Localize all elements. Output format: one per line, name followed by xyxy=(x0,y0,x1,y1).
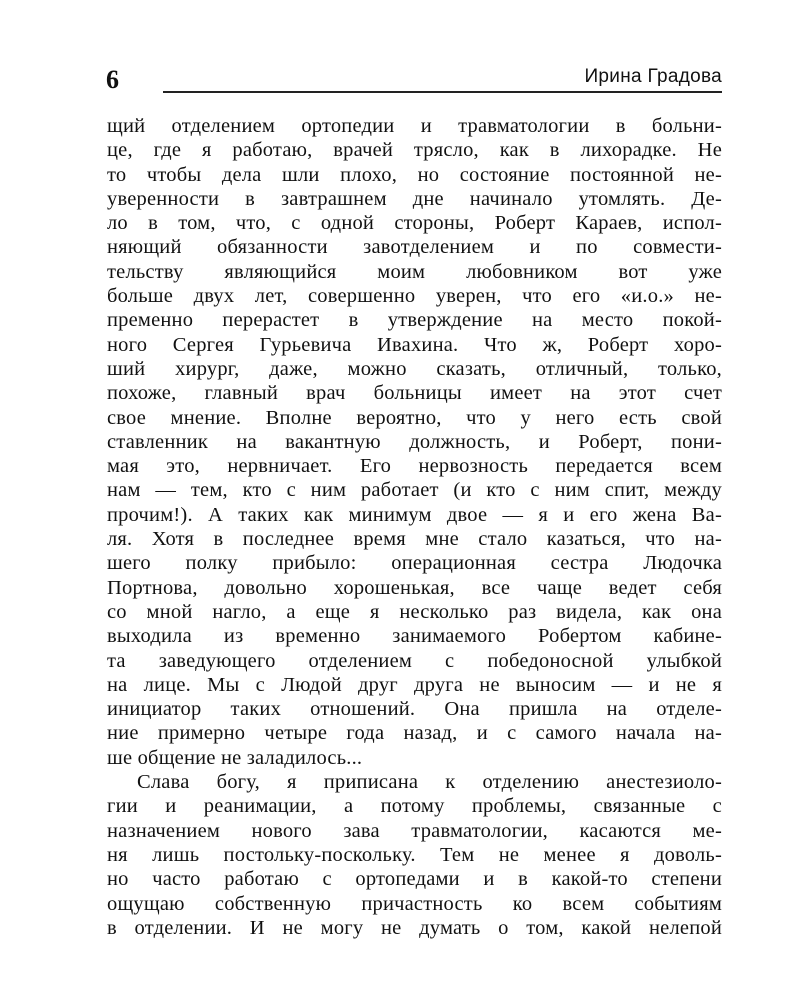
text-line: уверенности в завтрашнем дне начинало утомлять. Де- xyxy=(107,187,722,210)
text-line: прочим!). А таких как минимум двое — я и его жена Ва- xyxy=(107,503,722,526)
text-line: ший хирург, даже, можно сказать, отличный, только, xyxy=(107,357,722,380)
text-line: похоже, главный врач больницы имеет на этот счет xyxy=(107,382,722,405)
text-line: мая это, нервничает. Его нервозность передается всем xyxy=(107,455,722,478)
text-line: нам — тем, кто с ним работает (и кто с ним спит, между xyxy=(107,479,722,502)
text-line: ня лишь постольку-поскольку. Тем не менее я доволь- xyxy=(107,843,722,866)
text-line: це, где я работаю, врачей трясло, как в лихорадке. Не xyxy=(107,139,722,162)
header-rule xyxy=(163,91,722,93)
text-line: ля. Хотя в последнее время мне стало казаться, что на- xyxy=(107,528,722,551)
text-line: со мной нагло, а еще я несколько раз видела, как она xyxy=(107,600,722,623)
text-line: гии и реанимации, а потому проблемы, связанные с xyxy=(107,795,722,818)
text-line: ного Сергея Гурьевича Ивахина. Что ж, Роберт хоро- xyxy=(107,333,722,356)
text-line: та заведующего отделением с победоносной улыбкой xyxy=(107,649,722,672)
text-line: ше общение не заладилось... xyxy=(107,746,363,769)
text-line: в отделении. И не могу не думать о том, какой нелепой xyxy=(107,916,722,939)
paragraph xyxy=(107,770,722,940)
text-line: выходила из временно занимаемого Робертом кабине- xyxy=(107,625,722,648)
text-line: ние примерно четыре года назад, и с самого начала на- xyxy=(107,722,722,745)
text-line: ставленник на вакантную должность, и Роберт, пони- xyxy=(107,430,722,453)
text-line: няющий обязанности завотделением и по совмести- xyxy=(107,236,722,259)
text-line: Слава богу, я приписана к отделению анестезиоло- xyxy=(137,771,722,794)
text-line: свое мнение. Вполне вероятно, что у него есть свой xyxy=(107,406,722,429)
body-text xyxy=(107,114,722,940)
text-line: инициатор таких отношений. Она пришла на отделе- xyxy=(107,698,722,721)
text-line: на лице. Мы с Людой друг друга не выносим — и не я xyxy=(107,673,722,696)
text-line: пременно перерастет в утверждение на место покой- xyxy=(107,309,722,332)
text-line: шего полку прибыло: операционная сестра Людочка xyxy=(107,552,722,575)
text-line: щий отделением ортопедии и травматологии в больни- xyxy=(107,115,722,137)
paragraph xyxy=(107,114,722,770)
text-line: Портнова, довольно хорошенькая, все чаще ведет себя xyxy=(107,576,722,599)
text-line: то чтобы дела шли плохо, но состояние постоянной не- xyxy=(107,163,722,186)
text-line: тельству являющийся моим любовником вот уже xyxy=(107,260,722,283)
text-line: ло в том, что, с одной стороны, Роберт Караев, испол- xyxy=(107,212,722,235)
page-number: 6 xyxy=(106,65,119,94)
text-line: ощущаю собственную причастность ко всем событиям xyxy=(107,892,722,915)
text-line: но часто работаю с ортопедами и в какой-то степени xyxy=(107,868,722,891)
text-line: назначением нового зава травматологии, касаются ме- xyxy=(107,819,722,842)
text-line: больше двух лет, совершенно уверен, что его «и.о.» не- xyxy=(107,285,722,308)
running-head-author: Ирина Градова xyxy=(584,66,722,87)
